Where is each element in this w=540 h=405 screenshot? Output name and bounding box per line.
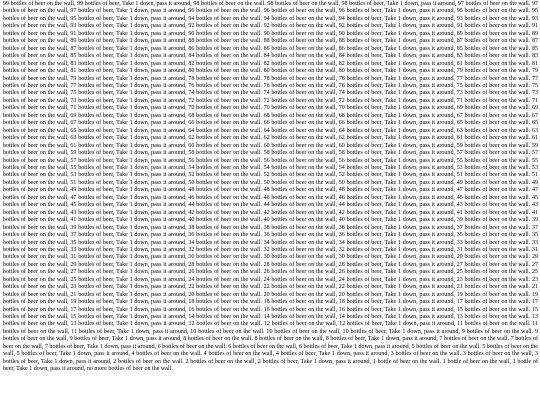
body-text: 99 bottles of beer on the wall, 99 bottles of beer, Take 1 down, pass it around, 98 bottles of beer on the wall. 98 bottles of beer on the wall, 98 bottles of beer, Take 1 down, pass it around, 97 bottles of beer on the wall. 97 bottles of beer on the wall, 97 bottles of beer, Take 1 down, pass it around, 96 bottles of beer on the wall. 96 bottles of beer on the wall, 96 bottles of beer, Take 1 down, pass it around, 95 bottles of beer on the wall. 95 bottles of beer on the wall, 95 bottles of beer, Take 1 down, pass it around, 94 bottles of beer on the wall. 94 bottles of beer on the wall, 94 bottles of beer, Take 1 down, pass it around, 93 bottles of beer on the wall. 93 bottles of beer on the wall, 93 bottles of beer, Take 1 down, pass it around, 92 bottles of beer on the wall. 92 bottles of beer on the wall, 92 bottles of beer, Take 1 down, pass it around, 91 bottles of beer on the wall. 91 bottles of beer on the wall, 91 bottles of beer, Take 1 down, pass it around, 90 bottles of beer on the wall. 90 bottles of beer on the wall, 90 bottles of beer, Take 1 down, pass it around, 89 bottles of beer on the wall. 89 bottles of beer on the wall, 89 bottles of beer, Take 1 down, pass it around, 88 bottles of beer on the wall. 88 bottles of beer on the wall, 88 bottles of beer, Take 1 down, pass it around, 87 bottles of beer on the wall. 87 bottles of beer on the wall, 87 bottles of beer, Take 1 down, pass it around, 86 bottles of beer on the wall. 86 bottles of beer on the wall, 86 bottles of beer, Take 1 down, pass it around, 85 bottles of beer on the wall. 85 bottles of beer on the wall, 85 bottles of beer, Take 1 down, pass it around, 84 bottles of beer on the wall. 84 bottles of beer on the wall, 84 bottles of beer, Take 1 down, pass it around, 83 bottles of beer on the wall. 83 bottles of beer on the wall, 83 bottles of beer, Take 1 down, pass it around, 82 bottles of beer on the wall. 82 bottles of beer on the wall, 82 bottles of beer, Take 1 down, pass it around, 81 bottles of beer on the wall. 81 bottles of beer on the wall, 81 bottles of beer, Take 1 down, pass it around, 80 bottles of beer on the wall. 80 bottles of beer on the wall, 80 bottles of beer, Take 1 down, pass it around, 79 bottles of beer on the wall. 79 bottles of beer on the wall, 79 bottles of beer, Take 1 down, pass it around, 78 bottles of beer on the wall. 78 bottles of beer on the wall, 78 bottles of beer, Take 1 down, pass it around, 77 bottles of beer on the wall. 77 bottles of beer on the wall, 77 bottles of beer, Take 1 down, pass it around, 76 bottles of beer on the wall. 76 bottles of beer on the wall, 76 bottles of beer, Take 1 down, pass it around, 75 bottles of beer on the wall. 75 bottles of beer on the wall, 75 bottles of beer, Take 1 down, pass it around, 74 bottles of beer on the wall. 74 bottles of beer on the wall, 74 bottles of beer, Take 1 down, pass it around, 73 bottles of beer on the wall. 73 bottles of beer on the wall, 73 bottles of beer, Take 1 down, pass it around, 72 bottles of beer on the wall. 72 bottles of beer on the wall, 72 bottles of beer, Take 1 down, pass it around, 71 bottles of beer on the wall. 71 bottles of beer on the wall, 71 bottles of beer, Take 1 down, pass it around, 70 bottles of beer on the wall. 70 bottles of beer on the wall, 70 bottles of beer, Take 1 down, pass it around, 69 bottles of beer on the wall. 69 bottles of beer on the wall, 69 bottles of beer, Take 1 down, pass it around, 68 bottles of beer on the wall. 68 bottles of beer on the wall, 68 bottles of beer, Take 1 down, pass it around, 67 bottles of beer on the wall. 67 bottles of beer on the wall, 67 bottles of beer, Take 1 down, pass it around, 66 bottles of beer on the wall. 66 bottles of beer on the wall, 66 bottles of beer, Take 1 down, pass it around, 65 bottles of beer on the wall. 65 bottles of beer on the wall, 65 bottles of beer, Take 1 down, pass it around, 64 bottles of beer on the wall. 64 bottles of beer on the wall, 64 bottles of beer, Take 1 down, pass it around, 63 bottles of beer on the wall. 63 bottles of beer on the wall, 63 bottles of beer, Take 1 down, pass it around, 62 bottles of beer on the wall. 62 bottles of beer on the wall, 62 bottles of beer, Take 1 down, pass it around, 61 bottles of beer on the wall. 61 bottles of beer on the wall, 61 bottles of beer, Take 1 down, pass it around, 60 bottles of beer on the wall. 60 bottles of beer on the wall, 60 bottles of beer, Take 1 down, pass it around, 59 bottles of beer on the wall. 59 bottles of beer on the wall, 59 bottles of beer, Take 1 down, pass it around, 58 bottles of beer on the wall. 58 bottles of beer on the wall, 58 bottles of beer, Take 1 down, pass it around, 57 bottles of beer on the wall. 57 bottles of beer on the wall, 57 bottles of beer, Take 1 down, pass it around, 56 bottles of beer on the wall. 56 bottles of beer on the wall, 56 bottles of beer, Take 1 down, pass it around, 55 bottles of beer on the wall. 55 bottles of beer on the wall, 55 bottles of beer, Take 1 down, pass it around, 54 bottles of beer on the wall. 54 bottles of beer on the wall, 54 bottles of beer, Take 1 down, pass it around, 53 bottles of beer on the wall. 53 bottles of beer on the wall, 53 bottles of beer, Take 1 down, pass it around, 52 bottles of beer on the wall. 52 bottles of beer on the wall, 52 bottles of beer, Take 1 down, pass it around, 51 bottles of beer on the wall. 51 bottles of beer on the wall, 51 bottles of beer, Take 1 down, pass it around, 50 bottles of beer on the wall. 50 bottles of beer on the wall, 50 bottles of beer, Take 1 down, pass it around, 49 bottles of beer on the wall. 49 bottles of beer on the wall, 49 bottles of beer, Take 1 down, pass it around, 48 bottles of beer on the wall. 48 bottles of beer on the wall, 48 bottles of beer, Take 1 down, pass it around, 47 bottles of beer on the wall. 47 bottles of beer on the wall, 47 bottles of beer, Take 1 down, pass it around, 46 bottles of beer on the wall. 46 bottles of beer on the wall, 46 bottles of beer, Take 1 down, pass it around, 45 bottles of beer on the wall. 45 bottles of beer on the wall, 45 bottles of beer, Take 1 down, pass it around, 44 bottles of beer on the wall. 44 bottles of beer on the wall, 44 bottles of beer, Take 1 down, pass it around, 43 bottles of beer on the wall. 43 bottles of beer on the wall, 43 bottles of beer, Take 1 down, pass it around, 42 bottles of beer on the wall. 42 bottles of beer on the wall, 42 bottles of beer, Take 1 down, pass it around, 41 bottles of beer on the wall. 41 bottles of beer on the wall, 41 bottles of beer, Take 1 down, pass it around, 40 bottles of beer on the wall. 40 bottles of beer on the wall, 40 bottles of beer, Take 1 down, pass it around, 39 bottles of beer on the wall. 39 bottles of beer on the wall, 39 bottles of beer, Take 1 down, pass it around, 38 bottles of beer on the wall. 38 bottles of beer on the wall, 38 bottles of beer, Take 1 down, pass it around, 37 bottles of beer on the wall. 37 bottles of beer on the wall, 37 bottles of beer, Take 1 down, pass it around, 36 bottles of beer on the wall. 36 bottles of beer on the wall, 36 bottles of beer, Take 1 down, pass it around, 35 bottles of beer on the wall. 35 bottles of beer on the wall, 35 bottles of beer, Take 1 down, pass it around, 34 bottles of beer on the wall. 34 bottles of beer on the wall, 34 bottles of beer, Take 1 down, pass it around, 33 bottles of beer on the wall. 33 bottles of beer on the wall, 33 bottles of beer, Take 1 down, pass it around, 32 bottles of beer on the wall. 32 bottles of beer on the wall, 32 bottles of beer, Take 1 down, pass it around, 31 bottles of beer on the wall. 31 bottles of beer on the wall, 31 bottles of beer, Take 1 down, pass it around, 30 bottles of beer on the wall. 30 bottles of beer on the wall, 30 bottles of beer, Take 1 down, pass it around, 29 bottles of beer on the wall. 29 bottles of beer on the wall, 29 bottles of beer, Take 1 down, pass it around, 28 bottles of beer on the wall. 28 bottles of beer on the wall, 28 bottles of beer, Take 1 down, pass it around, 27 bottles of beer on the wall. 27 bottles of beer on the wall, 27 bottles of beer, Take 1 down, pass it around, 26 bottles of beer on the wall. 26 bottles of beer on the wall, 26 bottles of beer, Take 1 down, pass it around, 25 bottles of beer on the wall. 25 bottles of beer on the wall, 25 bottles of beer, Take 1 down, pass it around, 24 bottles of beer on the wall. 24 bottles of beer on the wall, 24 bottles of beer, Take 1 down, pass it around, 23 bottles of beer on the wall. 23 bottles of beer on the wall, 23 bottles of beer, Take 1 down, pass it around, 22 bottles of beer on the wall. 22 bottles of beer on the wall, 22 bottles of beer, Take 1 down, pass it around, 21 bottles of beer on the wall. 21 bottles of beer on the wall, 21 bottles of beer, Take 1 down, pass it around, 20 bottles of beer on the wall. 20 bottles of beer on the wall, 20 bottles of beer, Take 1 down, pass it around, 19 bottles of beer on the wall. 19 bottles of beer on the wall, 19 bottles of beer, Take 1 down, pass it around, 18 bottles of beer on the wall. 18 bottles of beer on the wall, 18 bottles of beer, Take 1 down, pass it around, 17 bottles of beer on the wall. 17 bottles of beer on the wall, 17 bottles of beer, Take 1 down, pass it around, 16 bottles of beer on the wall. 16 bottles of beer on the wall, 16 bottles of beer, Take 1 down, pass it around, 15 bottles of beer on the wall. 15 bottles of beer on the wall, 15 bottles of beer, Take 1 down, pass it around, 14 bottles of beer on the wall. 14 bottles of beer on the wall, 14 bottles of beer, Take 1 down, pass it around, 13 bottles of beer on the wall. 13 bottles of beer on the wall, 13 bottles of beer, Take 1 down, pass it around, 12 bottles of beer on the wall. 12 bottles of beer on the wall, 12 bottles of beer, Take 1 down, pass it around, 11 bottles of beer on the wall. 11 bottles of beer on the wall, 11 bottles of beer, Take 1 down, pass it around, 10 bottles of beer on the wall. 10 bottles of beer on the wall, 10 bottles of beer, Take 1 down, pass it around, 9 bottles of beer on the wall. 9 bottles of beer on the wall, 9 bottles of beer, Take 1 down, pass it around, 8 bottles of beer on the wall. 8 bottles of beer on the wall, 8 bottles of beer, Take 1 down, pass it around, 7 bottles of beer on the wall. 7 bottles of beer on the wall, 7 bottles of beer, Take 1 down, pass it around, 6 bottles of beer on the wall. 6 bottles of beer on the wall, 6 bottles of beer, Take 1 down, pass it around, 5 bottles of beer on the wall. 5 bottles of beer on the wall, 5 bottles of beer, Take 1 down, pass it around, 4 bottles of beer on the wall. 4 bottles of beer on the wall, 4 bottles of beer, Take 1 down, pass it around, 3 bottles of beer on the wall. 3 bottles of beer on the wall, 3 bottles of beer, Take 1 down, pass it around, 2 bottles of beer on the wall. 2 bottles of beer on the wall, 2 bottles of beer, Take 1 down, pass it around, 1 bottle of beer on the wall. 1 bottle of beer on the wall, 1 bottle of beer, Take 1 down, pass it around, no more bottles of beer on the wall. (3, 1, 538, 373)
